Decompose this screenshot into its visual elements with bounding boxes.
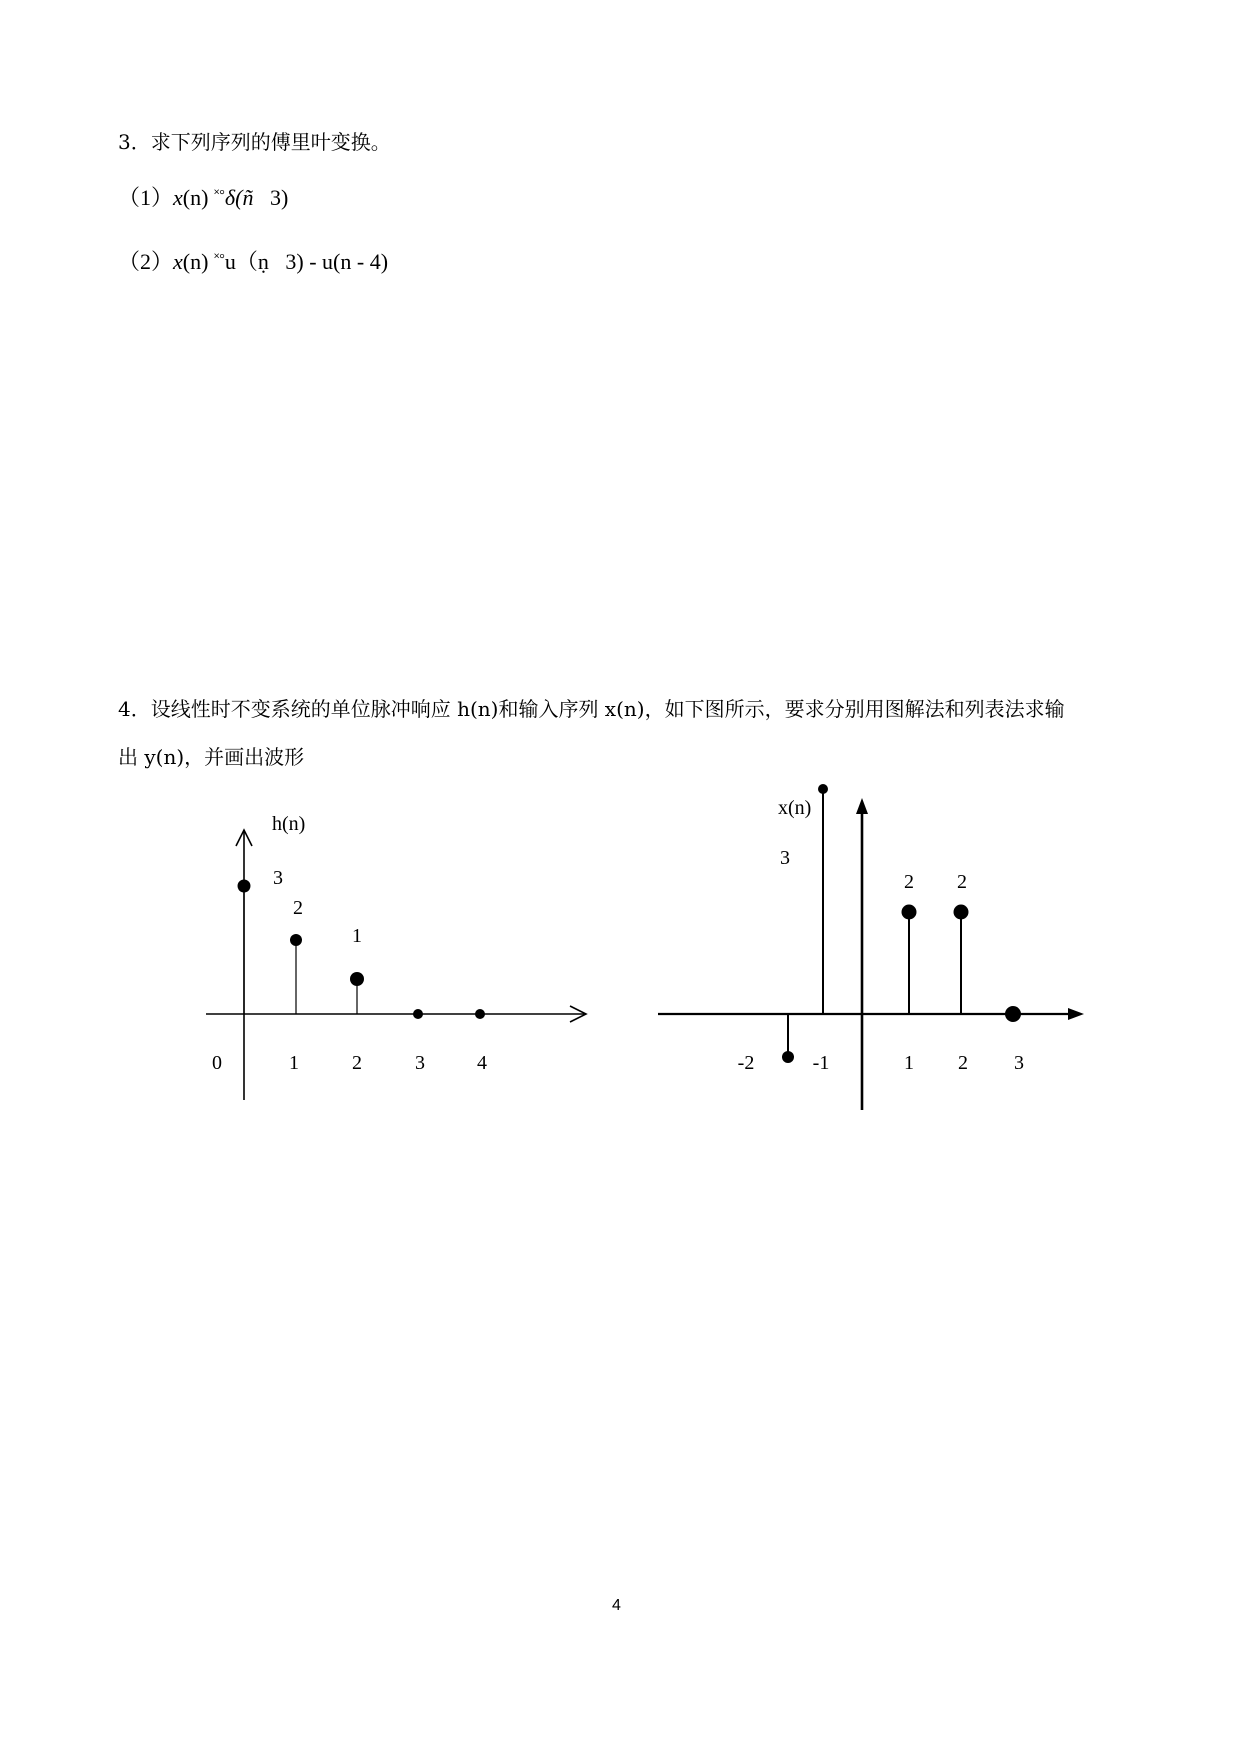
xn-value-labels bbox=[780, 847, 967, 893]
xn-tick-label: 3 bbox=[1014, 1052, 1024, 1074]
hn-tick-label: 4 bbox=[477, 1052, 487, 1074]
xn-stem-dot bbox=[782, 1051, 794, 1063]
hn-stem-dot bbox=[290, 934, 302, 946]
q3-item2-num: （2） bbox=[118, 249, 174, 274]
hn-stem-dot bbox=[475, 1009, 485, 1019]
xn-value-label: 3 bbox=[780, 847, 790, 869]
hn-tick-label: 2 bbox=[352, 1052, 362, 1074]
hn-stems bbox=[238, 880, 486, 1020]
hn-stem-dot bbox=[350, 972, 364, 986]
q3-item1-rest: 3) bbox=[253, 185, 289, 210]
hn-value-label: 2 bbox=[293, 897, 303, 919]
page-number: 4 bbox=[612, 1597, 621, 1614]
xn-ylabel: x(n) bbox=[778, 797, 812, 819]
xn-stem-dot bbox=[954, 905, 969, 920]
xn-value-label: 2 bbox=[904, 871, 914, 893]
xn-value-label: 2 bbox=[957, 871, 967, 893]
xn-tick-labels bbox=[738, 1052, 1024, 1074]
q3-item1-x: x bbox=[173, 185, 183, 210]
xn-x-arrow bbox=[1068, 1008, 1084, 1020]
q3-item2-n-paren: (n) bbox=[182, 249, 209, 274]
q3-item1-n-paren: (n) bbox=[182, 185, 209, 210]
xn-stem-dot bbox=[818, 784, 828, 794]
q4-line2: 出 y(n)，并画出波形 bbox=[118, 745, 305, 769]
hn-tick-label: 3 bbox=[415, 1052, 425, 1074]
hn-tick-label: 0 bbox=[212, 1052, 222, 1074]
xn-tick-label: 1 bbox=[904, 1052, 914, 1074]
hn-value-label: 1 bbox=[352, 925, 362, 947]
q3-item1-n2: ñ bbox=[242, 185, 254, 210]
hn-tick-label: 1 bbox=[289, 1052, 299, 1074]
hn-value-label: 3 bbox=[273, 867, 283, 889]
xn-tick-label: -1 bbox=[812, 1052, 830, 1074]
xn-stems bbox=[782, 784, 1021, 1063]
hn-value-labels bbox=[273, 867, 362, 947]
q3-item1-garble: ˟° bbox=[213, 188, 225, 203]
q3-item2-rest: u（ṇ 3) - u(n - 4) bbox=[224, 249, 389, 274]
q3-heading: 3．求下列序列的傅里叶变换。 bbox=[118, 130, 391, 154]
hn-ylabel: h(n) bbox=[272, 813, 306, 835]
xn-tick-label: -2 bbox=[737, 1052, 755, 1074]
hn-tick-labels bbox=[212, 1052, 487, 1074]
hn-stem-dot bbox=[238, 880, 251, 893]
xn-chart bbox=[658, 784, 1084, 1110]
hn-stem-dot bbox=[413, 1009, 423, 1019]
xn-stem-dot bbox=[1005, 1006, 1021, 1022]
q3-item2-garble: ˟° bbox=[213, 252, 225, 267]
xn-stem-dot bbox=[902, 905, 917, 920]
xn-tick-label: 2 bbox=[958, 1052, 968, 1074]
q3-item1-delta: δ( bbox=[224, 185, 243, 210]
q3-item2-x: x bbox=[173, 249, 183, 274]
q3-item1-num: （1） bbox=[118, 185, 174, 210]
xn-y-arrow bbox=[856, 798, 868, 814]
q4-line1: 4．设线性时不变系统的单位脉冲响应 h(n)和输入序列 x(n)，如下图所示，要求分别用图解法和列表法求输 bbox=[118, 697, 1065, 721]
hn-chart bbox=[206, 813, 586, 1100]
